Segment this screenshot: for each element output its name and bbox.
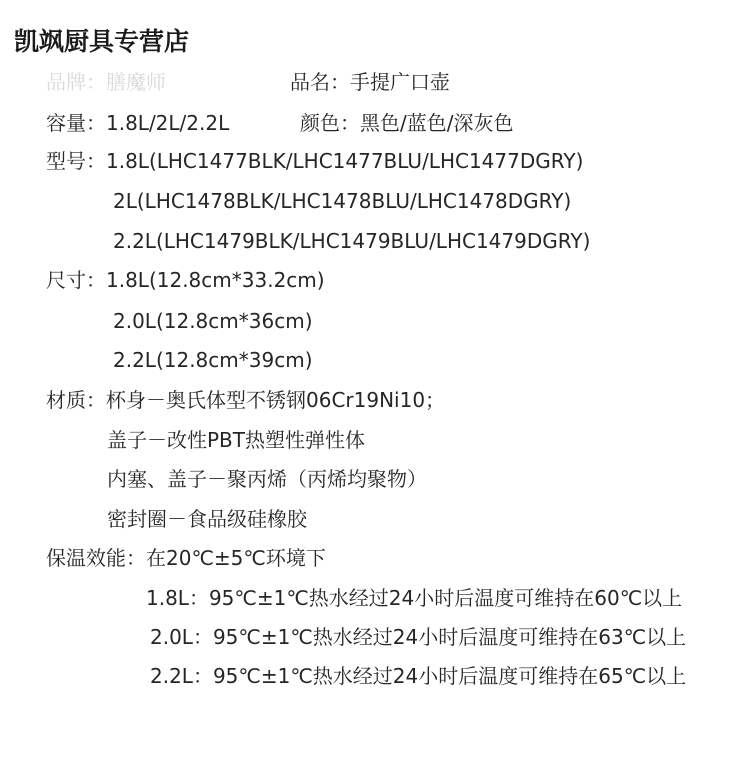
model-line-2: 2L(LHC1478BLK/LHC1478BLU/LHC1478DGRY) [113,189,572,213]
material-line-1: 材质：杯身－奥氏体型不锈钢06Cr19Ni10； [46,388,446,412]
insulation-line-1: 1.8L：95℃±1℃热水经过24小时后温度可维持在60℃以上 [146,586,683,610]
color-line: 颜色：黑色/蓝色/深灰色 [300,111,514,135]
insulation-line-2: 2.0L：95℃±1℃热水经过24小时后温度可维持在63℃以上 [150,625,687,649]
material-line-2: 盖子－改性PBT热塑性弹性体 [107,428,365,452]
capacity-line: 容量：1.8L/2L/2.2L [46,111,230,135]
material-line-3: 内塞、盖子－聚丙烯（丙烯均聚物） [107,467,427,491]
store-watermark: 凯飒厨具专营店 [14,27,190,56]
insulation-title-line: 保温效能：在20℃±5℃环境下 [46,546,326,570]
material-line-4: 密封圈－食品级硅橡胶 [107,507,307,531]
size-line-1: 尺寸：1.8L(12.8cm*33.2cm) [46,268,325,292]
model-line-1: 型号：1.8L(LHC1477BLK/LHC1477BLU/LHC1477DGRY) [46,149,584,173]
size-line-2: 2.0L(12.8cm*36cm) [113,309,313,333]
size-line-3: 2.2L(12.8cm*39cm) [113,348,313,372]
model-line-3: 2.2L(LHC1479BLK/LHC1479BLU/LHC1479DGRY) [113,229,591,253]
product-name-line: 品名：手提广口壶 [290,70,450,94]
brand-line: 品牌：膳魔师 [46,70,166,94]
insulation-line-3: 2.2L：95℃±1℃热水经过24小时后温度可维持在65℃以上 [150,664,687,688]
